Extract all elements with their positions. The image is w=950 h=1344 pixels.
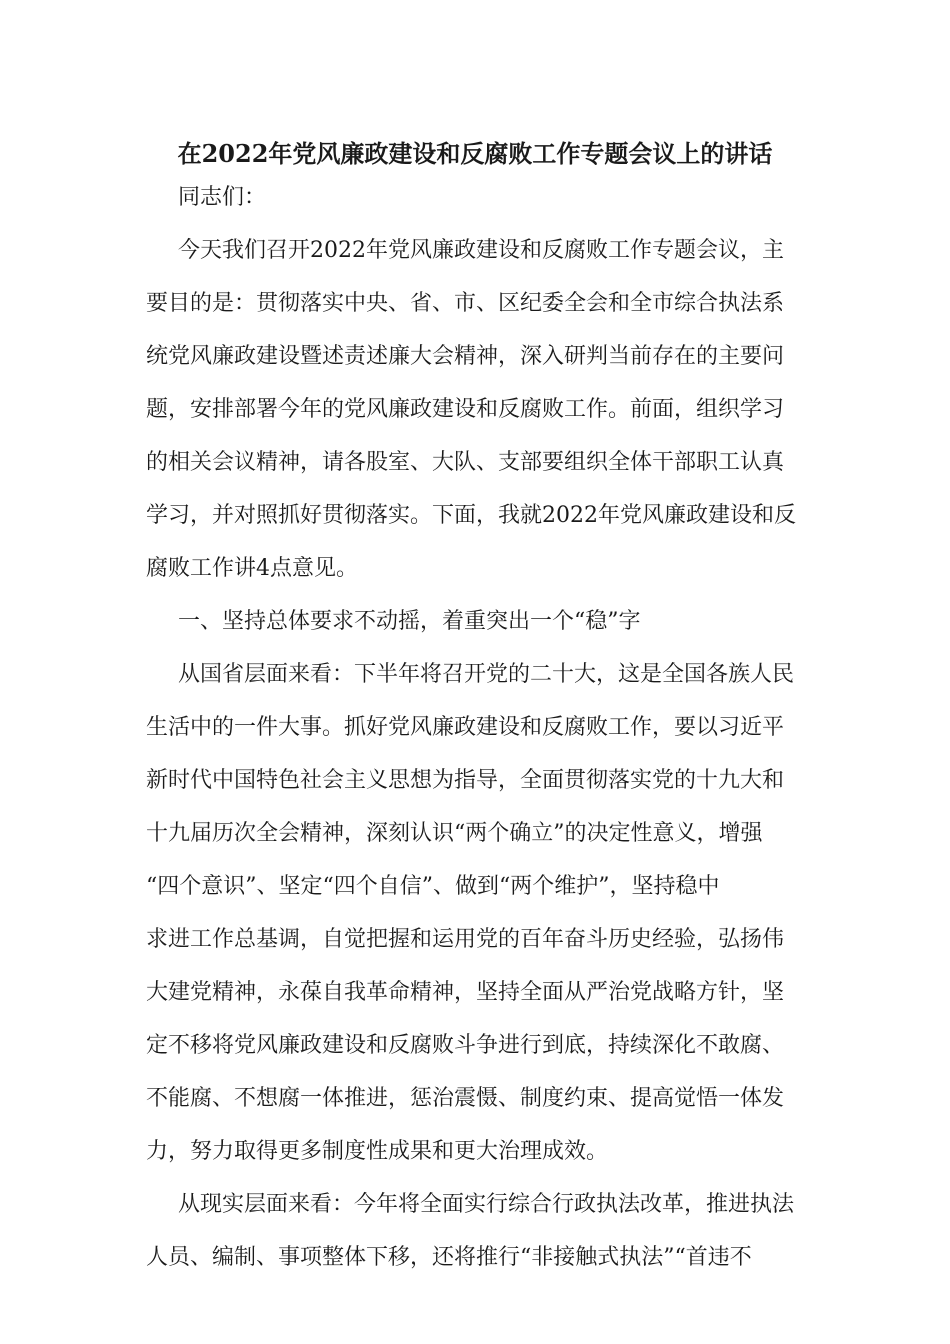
paragraph-line: 求进工作总基调，自觉把握和运用党的百年奋斗历史经验，弘扬伟 — [146, 927, 785, 952]
paragraph-line: 腐败工作讲4点意见。 — [146, 556, 358, 581]
paragraph-line: 题，安排部署今年的党风廉政建设和反腐败工作。前面，组织学习 — [146, 397, 785, 422]
paragraph-line: 生活中的一件大事。抓好党风廉政建设和反腐败工作，要以习近平 — [146, 715, 785, 740]
paragraph-line: 学习，并对照抓好贯彻落实。下面，我就2022年党风廉政建设和反 — [146, 503, 796, 528]
salutation: 同志们： — [178, 185, 267, 210]
paragraph-line: 不能腐、不想腐一体推进，惩治震慑、制度约束、提高觉悟一体发 — [146, 1086, 785, 1111]
section-heading: 一、坚持总体要求不动摇，着重突出一个“稳”字 — [178, 609, 641, 634]
paragraph-line: 十九届历次全会精神，深刻认识“两个确立”的决定性意义，增强 — [146, 821, 763, 846]
paragraph-line: 定不移将党风廉政建设和反腐败斗争进行到底，持续深化不敢腐、 — [146, 1033, 785, 1058]
paragraph-line: 新时代中国特色社会主义思想为指导，全面贯彻落实党的十九大和 — [146, 768, 785, 793]
paragraph-line: 人员、编制、事项整体下移，还将推行“非接触式执法”“首违不 — [146, 1245, 752, 1270]
paragraph-line: 从现实层面来看：今年将全面实行综合行政执法改革，推进执法 — [178, 1192, 795, 1217]
paragraph-line: 要目的是：贯彻落实中央、省、市、区纪委全会和全市综合执法系 — [146, 291, 785, 316]
paragraph-line: 统党风廉政建设暨述责述廉大会精神，深入研判当前存在的主要问 — [146, 344, 785, 369]
paragraph-line: 今天我们召开2022年党风廉政建设和反腐败工作专题会议，主 — [178, 238, 784, 263]
document-title: 在2022年党风廉政建设和反腐败工作专题会议上的讲话 — [177, 139, 773, 168]
paragraph-line: 力，努力取得更多制度性成果和更大治理成效。 — [146, 1139, 609, 1164]
paragraph-line: 大建党精神，永葆自我革命精神，坚持全面从严治党战略方针，坚 — [146, 980, 785, 1005]
paragraph-line: “四个意识”、坚定“四个自信”、做到“两个维护”，坚持稳中 — [146, 874, 720, 899]
paragraph-line: 从国省层面来看：下半年将召开党的二十大，这是全国各族人民 — [178, 662, 795, 687]
paragraph-line: 的相关会议精神，请各股室、大队、支部要组织全体干部职工认真 — [146, 450, 785, 475]
